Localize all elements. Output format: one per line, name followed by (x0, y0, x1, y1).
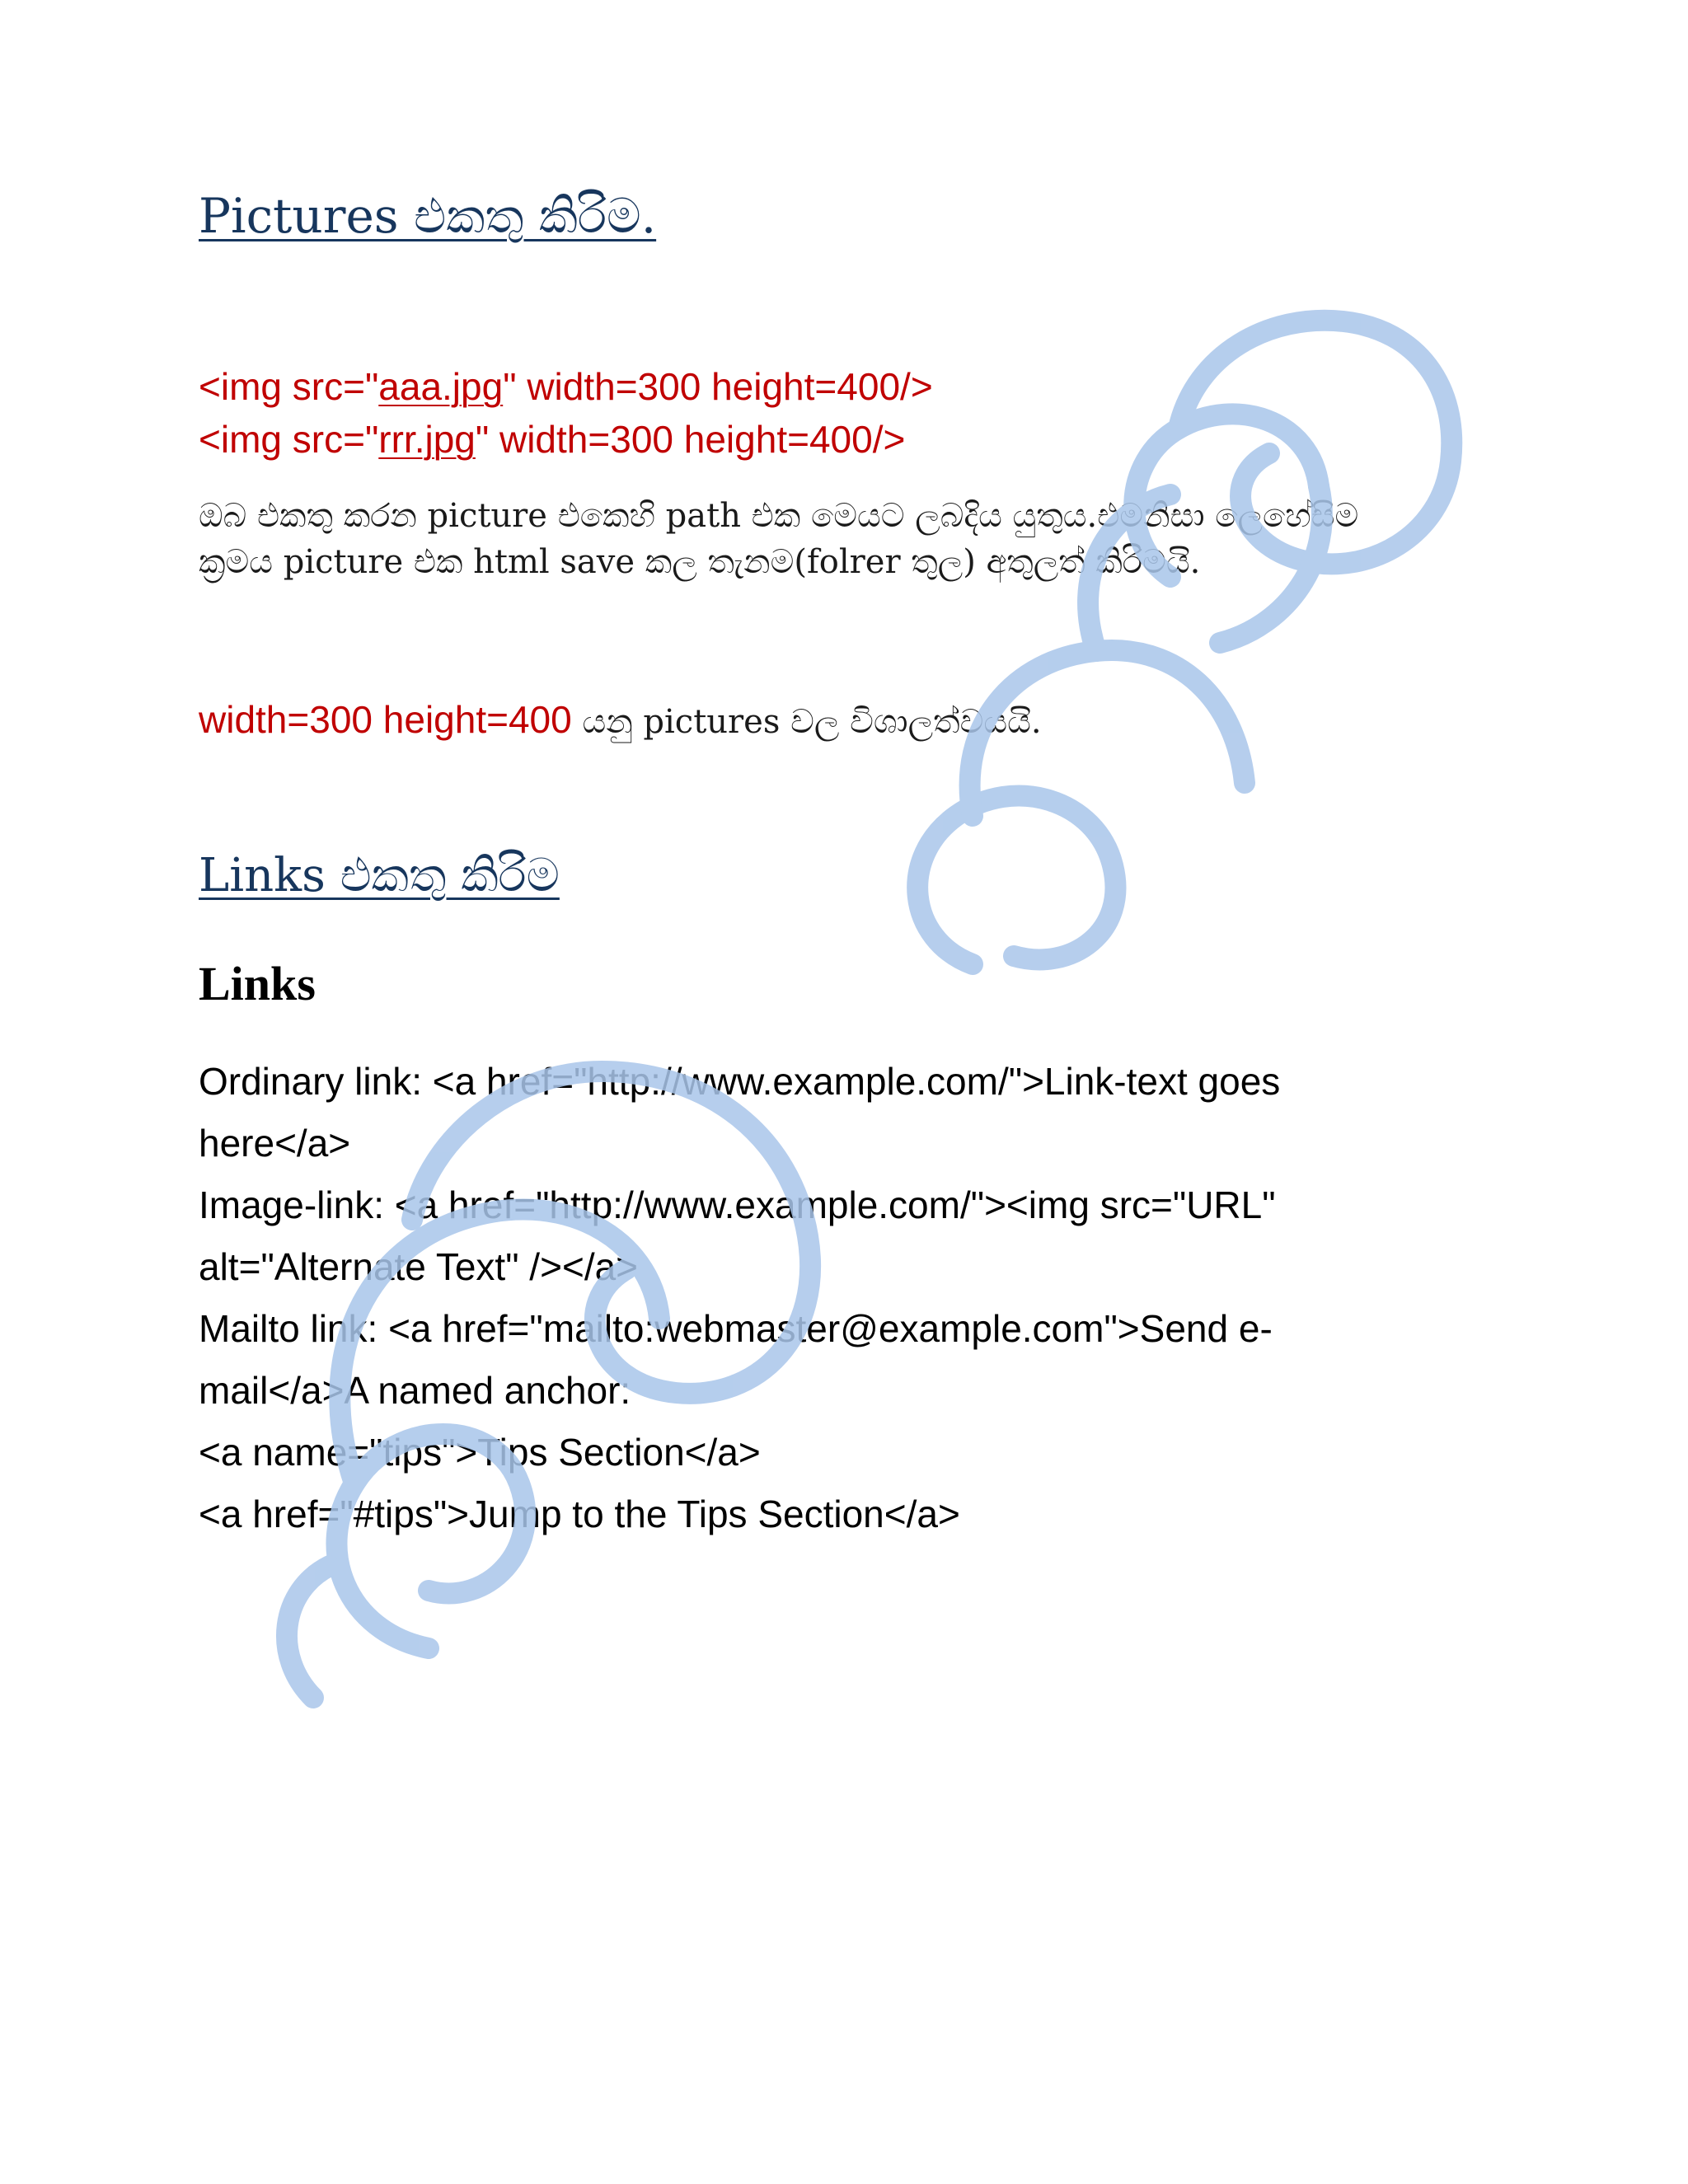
links-line: <a name="tips">Tips Section</a> (199, 1431, 761, 1474)
links-line: Ordinary link: <a href="http://www.example.com/">Link-text goes (199, 1060, 1281, 1103)
size-description (199, 697, 1042, 742)
img-file-name: aaa.jpg (378, 365, 504, 408)
img-tag-prefix: <img src=" (199, 418, 379, 461)
links-line: mail</a>A named anchor: (199, 1369, 631, 1412)
img-tag-example-1 (199, 364, 933, 409)
img-tag-suffix: " width=300 height=400/> (475, 418, 906, 461)
links-line: Mailto link: <a href="mailto:webmaster@example.com">Send e- (199, 1307, 1273, 1350)
links-line: <a href="#tips">Jump to the Tips Section</a> (199, 1493, 960, 1535)
links-line: Image-link: <a href="http://www.example.com/"><img src="URL" (199, 1183, 1276, 1226)
img-tag-example-2 (199, 417, 905, 462)
img-tag-prefix: <img src=" (199, 365, 379, 408)
img-file-name: rrr.jpg (378, 418, 476, 461)
links-examples (199, 1051, 1280, 1545)
links-subheading: Links (199, 957, 316, 1010)
links-line: alt="Alternate Text" /></a> (199, 1245, 639, 1288)
links-line: here</a> (199, 1122, 351, 1165)
links-section-heading: Links එකතු කිරිම (199, 849, 560, 902)
path-note-paragraph (199, 493, 1358, 585)
path-note-line: ඔබ එකතු කරන picture එකෙහි path එක මෙයට ලබදිය යුතුය.එමනිසා ලෙහේසිම (199, 497, 1359, 535)
size-text: යනු pictures වල විශාලත්වයයි. (571, 703, 1042, 741)
path-note-line: ක්‍රමය picture එක html save කල තැනම(folrer තුල) අතුලත් කිරිමයි. (199, 543, 1201, 581)
img-tag-suffix: " width=300 height=400/> (503, 365, 933, 408)
pictures-section-heading: Pictures එකතු කිරිම. (199, 188, 657, 244)
size-code: width=300 height=400 (199, 698, 572, 741)
